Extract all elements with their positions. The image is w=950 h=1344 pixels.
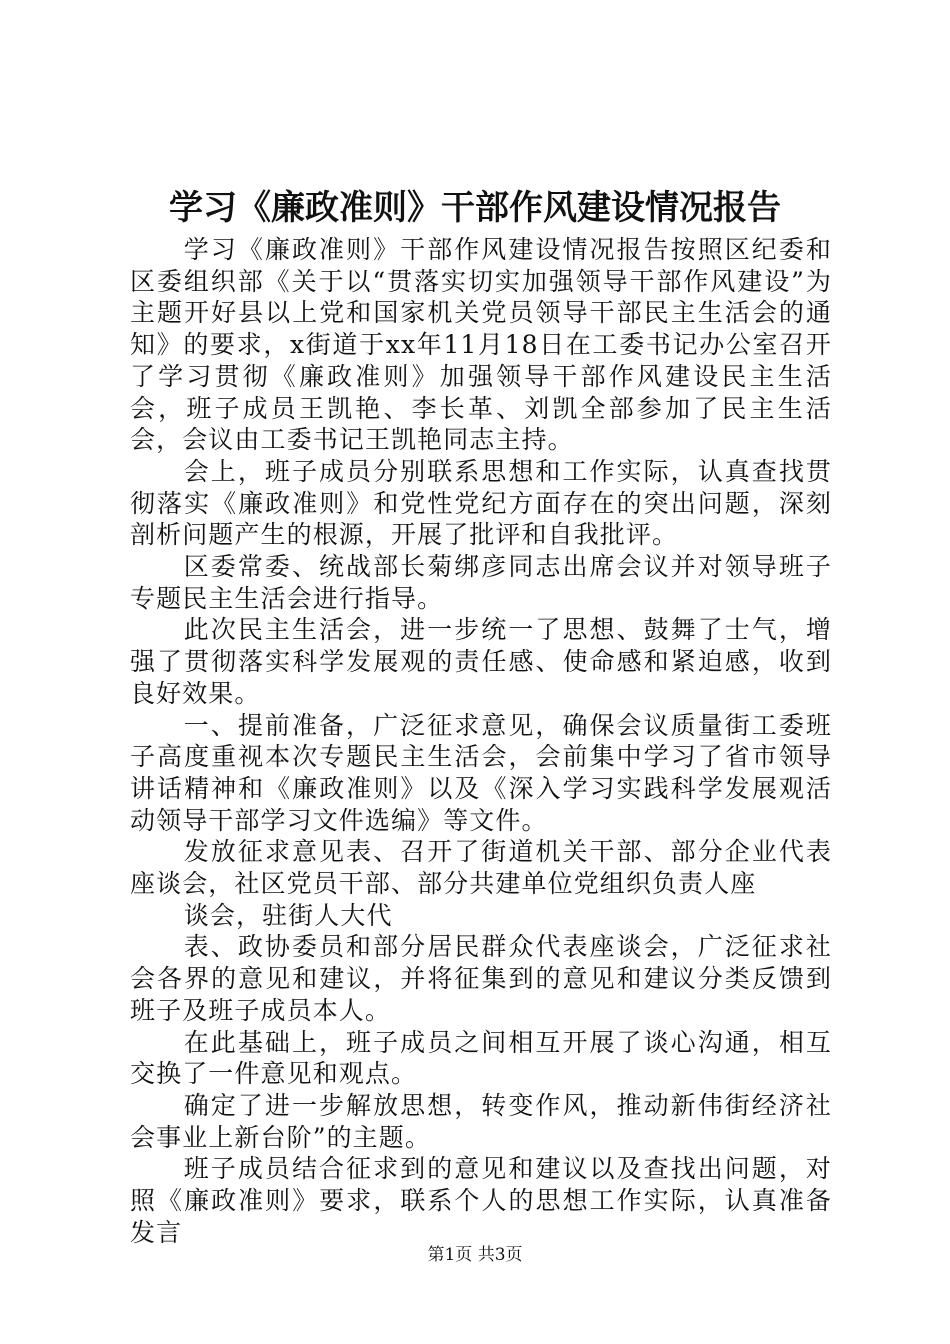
paragraph: 一、提前准备，广泛征求意见，确保会议质量街工委班子高度重视本次专题民主生活会，会前集中学习了省市领导讲话精神和《廉政准则》以及《深入学习实践科学发展观活动领导干部学习文件选编》等文件。	[130, 710, 832, 835]
paragraph: 学习《廉政准则》干部作风建设情况报告按照区纪委和区委组织部《关于以“贯落实切实加强领导干部作风建设”为主题开好县以上党和国家机关党员领导干部民主生活会的通知》的要求，x街道于xx年11月18日在工委书记办公室召开了学习贯彻《廉政准则》加强领导干部作风建设民主生活会，班子成员王凯艳、李长革、刘凯全部参加了民主生活会，会议由工委书记王凯艳同志主持。	[130, 235, 832, 455]
paragraph: 此次民主生活会，进一步统一了思想、鼓舞了士气，增强了贯彻落实科学发展观的责任感、使命感和紧迫感，收到良好效果。	[130, 615, 832, 708]
paragraph: 发放征求意见表、召开了街道机关干部、部分企业代表座谈会，社区党员干部、部分共建单位党组织负责人座	[130, 837, 832, 899]
paragraph: 表、政协委员和部分居民群众代表座谈会，广泛征求社会各界的意见和建议，并将征集到的意见和建议分类反馈到班子及班子成员本人。	[130, 932, 832, 1025]
document-body	[130, 234, 832, 1249]
paragraph: 确定了进一步解放思想，转变作风，推动新伟街经济社会事业上新台阶”的主题。	[130, 1090, 832, 1152]
paragraph: 会上，班子成员分别联系思想和工作实际，认真查找贯彻落实《廉政准则》和党性党纪方面存在的突出问题，深刻剖析问题产生的根源，开展了批评和自我批评。	[130, 456, 832, 550]
document-title: 学习《廉政准则》干部作风建设情况报告	[169, 188, 781, 228]
paragraph: 班子成员结合征求到的意见和建议以及查找出问题，对照《廉政准则》要求，联系个人的思想工作实际，认真准备发言	[130, 1154, 832, 1247]
paragraph: 谈会，驻街人大代	[183, 900, 393, 930]
page-number-footer: 第1页 共3页	[427, 1245, 523, 1265]
paragraph: 区委常委、统战部长菊绑彦同志出席会议并对领导班子专题民主生活会进行指导。	[130, 552, 832, 613]
paragraph: 在此基础上，班子成员之间相互开展了谈心沟通，相互交换了一件意见和观点。	[130, 1027, 832, 1089]
